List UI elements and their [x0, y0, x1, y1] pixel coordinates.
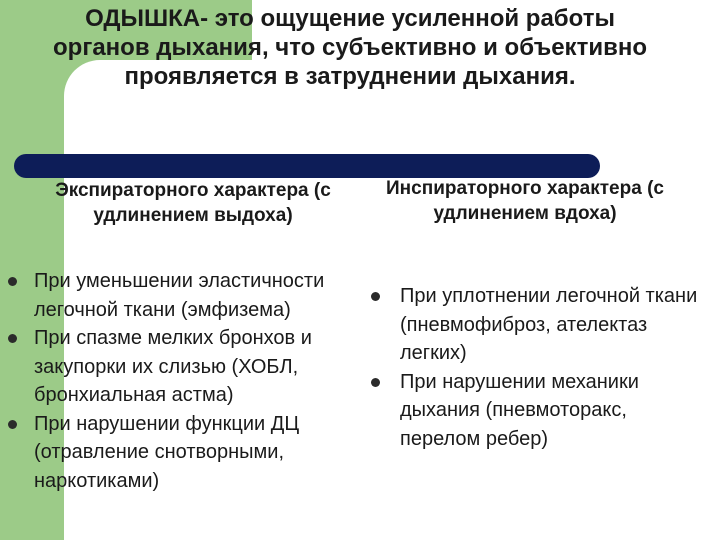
- list-item: [34, 267, 364, 324]
- list-item: [34, 324, 364, 410]
- left-column-heading: Экспираторного характера (с удлинением выдоха): [55, 180, 331, 226]
- bullet-dot-icon: [8, 277, 17, 286]
- list-item-text: При уменьшении эластичности легочной ткани (эмфизема): [34, 270, 325, 321]
- list-item-text: При нарушении механики дыхания (пневмоторакс, перелом ребер): [400, 370, 639, 450]
- left-column-list: [34, 267, 364, 495]
- right-column-heading: Инспираторного характера (с удлинением вдоха): [386, 178, 664, 224]
- list-item: [400, 368, 700, 454]
- list-item-text: При спазме мелких бронхов и закупорки их слизью (ХОБЛ, бронхиальная астма): [34, 327, 312, 406]
- bullet-dot-icon: [371, 378, 380, 387]
- list-item-text: При нарушении функции ДЦ (отравление снотворными, наркотиками): [34, 412, 300, 492]
- slide-title: ОДЫШКА- это ощущение усиленной работы органов дыхания, что субъективно и объективно проявляется в затруднении дыхания.: [53, 5, 647, 90]
- right-column-list: [400, 282, 700, 453]
- list-item-text: При уплотнении легочной ткани (пневмофиброз, ателектаз легких): [400, 285, 698, 364]
- divider-bar: [14, 154, 600, 178]
- list-item: [400, 282, 700, 368]
- bullet-dot-icon: [8, 420, 17, 429]
- bullet-dot-icon: [8, 334, 17, 343]
- bullet-dot-icon: [371, 292, 380, 301]
- list-item: [34, 410, 364, 496]
